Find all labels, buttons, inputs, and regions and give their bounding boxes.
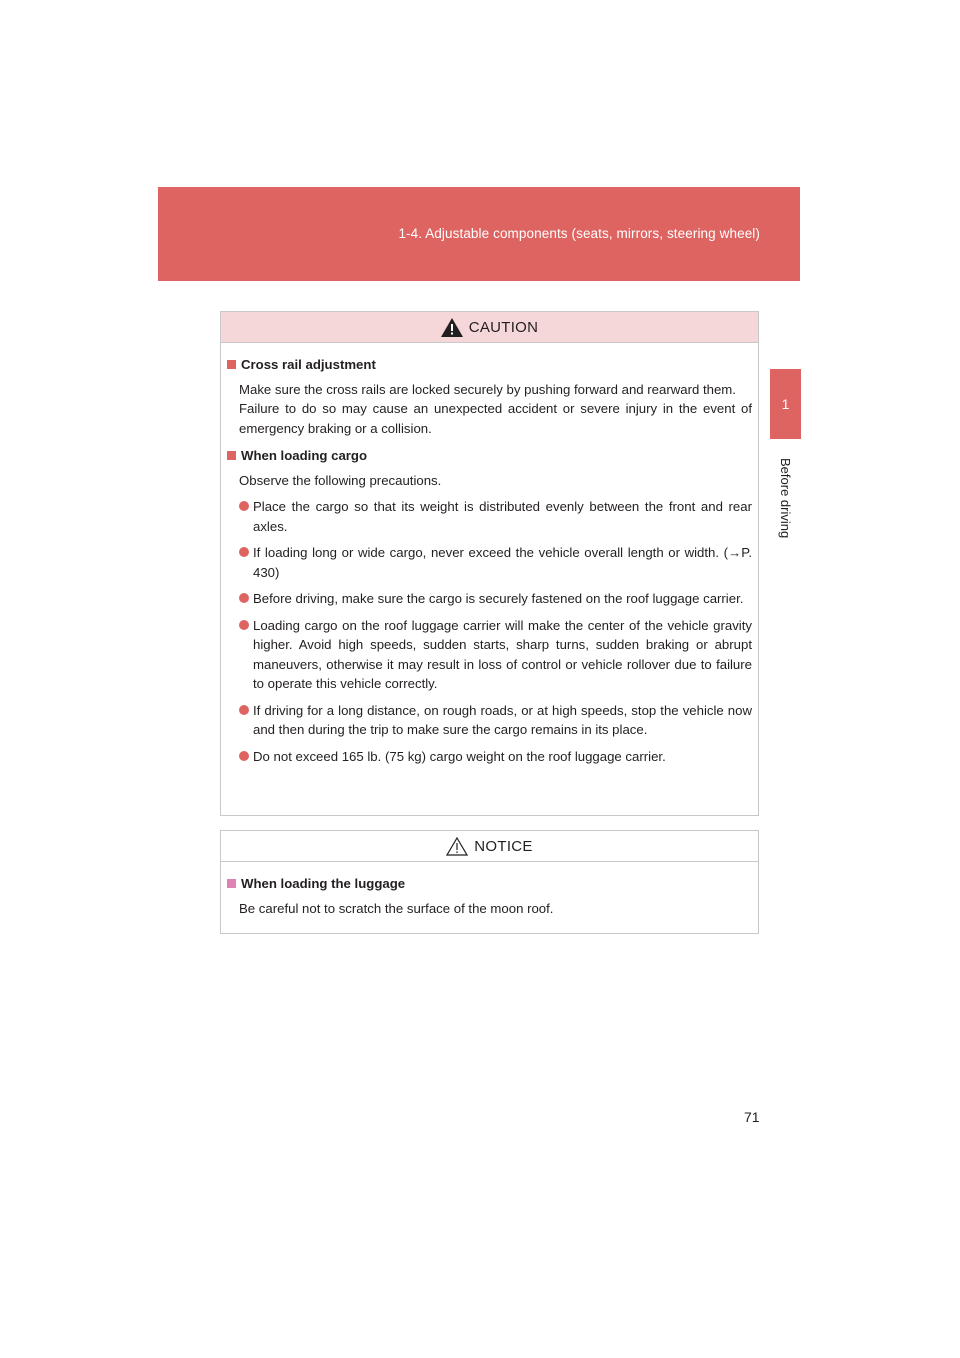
page-number: 71 — [744, 1109, 760, 1125]
caution-header — [221, 312, 758, 343]
caution-intro: Observe the following precautions. — [239, 472, 442, 488]
caution-bullet: Before driving, make sure the cargo is securely fastened on the roof luggage carrier. — [239, 589, 752, 609]
square-bullet-icon — [227, 879, 236, 888]
warning-triangle-icon — [441, 318, 463, 337]
section-title: 1-4. Adjustable components (seats, mirrors, steering wheel) — [398, 226, 760, 241]
caution-bullet: Place the cargo so that its weight is distributed evenly between the front and rear axles. — [239, 497, 752, 536]
caution-section-title: Cross rail adjustment — [227, 355, 752, 375]
notice-heading: NOTICE — [474, 837, 533, 855]
square-bullet-icon — [227, 360, 236, 369]
bullet-dot-icon — [239, 620, 249, 630]
caution-body — [221, 343, 758, 766]
bullet-dot-icon — [239, 593, 249, 603]
chapter-label: Before driving — [778, 457, 793, 539]
caution-section-title: When loading cargo — [227, 446, 752, 466]
caution-bullet: If loading long or wide cargo, never exceed the vehicle overall length or width. (→P. 430) — [239, 543, 752, 582]
notice-paragraph: Be careful not to scratch the surface of the moon roof. — [239, 900, 554, 916]
bullet-dot-icon — [239, 705, 249, 715]
notice-header — [221, 831, 758, 862]
notice-box — [220, 830, 759, 934]
notice-section-title: When loading the luggage — [227, 874, 752, 894]
chapter-tab: 1 — [770, 369, 801, 439]
caution-bullet: Do not exceed 165 lb. (75 kg) cargo weight on the roof luggage carrier. — [239, 747, 752, 767]
caution-bullet: Loading cargo on the roof luggage carrier will make the center of the vehicle gravity higher. Avoid high speeds, sudden starts, sharp turns, sudden braking or abrupt maneuvers, otherwise it may result in loss of control or vehicle rollover due to failure to operate this vehicle correctly. — [239, 616, 752, 694]
caution-box — [220, 311, 759, 816]
caution-bullet: If driving for a long distance, on rough roads, or at high speeds, stop the vehicle now and then during the trip to make sure the cargo remains in its place. — [239, 701, 752, 740]
bullet-dot-icon — [239, 751, 249, 761]
square-bullet-icon — [227, 451, 236, 460]
header-band — [158, 187, 800, 281]
caution-heading: CAUTION — [468, 318, 539, 336]
warning-outline-icon — [446, 837, 468, 856]
notice-body — [221, 862, 758, 918]
caution-paragraph: Make sure the cross rails are locked securely by pushing forward and rearward them. Failure to do so may cause an unexpected accident or severe injury in the event of emergency braking or a collision. — [239, 381, 752, 436]
bullet-dot-icon — [239, 501, 249, 511]
bullet-dot-icon — [239, 547, 249, 557]
